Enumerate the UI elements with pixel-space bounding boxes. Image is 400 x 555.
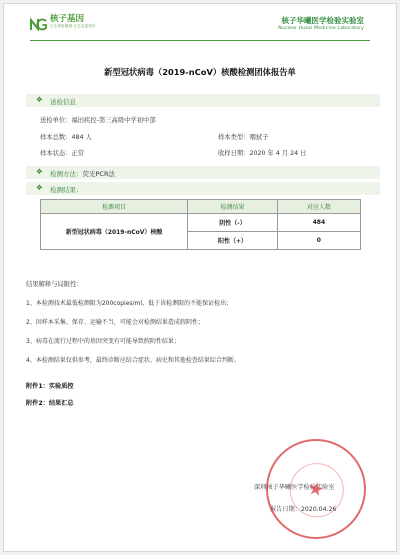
report-page: [3, 3, 397, 552]
lab-name-cn: 核子华曦医学检验实验室: [281, 16, 364, 25]
logo-slogan: 让生命更健康·让生活更美好: [50, 24, 96, 28]
field-label: 样本状态：: [40, 150, 72, 157]
table-header-row: [41, 200, 361, 214]
section-results: [26, 182, 380, 195]
column-header: 检测项目: [41, 200, 188, 214]
count-cell: 484: [277, 214, 360, 232]
table-row: [41, 214, 361, 232]
method-value: 荧光PCR法: [82, 169, 115, 178]
diamond-icon: ❖: [36, 183, 43, 192]
unit-field: [40, 115, 156, 124]
section-title: 检测结果：: [50, 185, 83, 194]
official-seal-stamp: [257, 430, 376, 549]
lab-name-en: Nuclear Huaxi Medicine Laboratory: [278, 26, 364, 31]
company-logo: [30, 15, 96, 29]
field-label: 样本总数：: [40, 134, 72, 141]
section-method: [26, 166, 380, 179]
attachment-item: 附件1：实验质控: [26, 383, 74, 390]
count-cell: 0: [277, 232, 360, 250]
diamond-icon: ❖: [36, 167, 43, 176]
note-item: 3、病毒在流行过程中的基因突变有可能导致假阴性结果；: [26, 338, 180, 345]
status-field: [40, 148, 84, 157]
field-label: 样本类型：: [218, 134, 250, 141]
note-item: 1、本检测技术最低检测限为200copies/ml，低于该检测限的不能保证检出；: [26, 300, 233, 307]
field-value: 福田疾控-第三高级中学初中部: [71, 117, 156, 124]
signature-lab-name: 深圳核子华曦医学检验实验室: [254, 484, 335, 491]
star-icon: ★: [305, 477, 327, 502]
total-field: [40, 132, 92, 141]
diamond-icon: ❖: [36, 95, 43, 104]
note-item: 2、因样本采集、保存、运输不当，可能会对检测结果造成假阴性；: [26, 319, 204, 326]
report-date-label: 报告日期：: [270, 506, 301, 513]
column-header: 对应人数: [277, 200, 360, 214]
result-cell: 阴性（-）: [188, 214, 278, 232]
note-item: 4、本检测结果仅供参考，最终诊断应结合症状、病史和其他检查结果综合判断。: [26, 357, 240, 364]
result-cell: 阳性（+）: [188, 232, 278, 250]
section-title: 检测方法：: [50, 169, 83, 178]
section-title: 送检信息: [50, 97, 76, 106]
header-divider: [30, 40, 370, 41]
field-label: 收样日期：: [218, 150, 250, 157]
report-title: 新型冠状病毒（2019-nCoV）核酸检测团体报告单: [104, 67, 296, 77]
field-value: 咽拭子: [249, 134, 269, 141]
notes-title: 结果解释与局限性：: [26, 281, 83, 288]
field-label: 送检单位：: [40, 117, 72, 124]
test-item-cell: 新型冠状病毒（2019-nCoV）核酸: [41, 214, 188, 250]
section-sample-info: [26, 94, 380, 107]
results-table: [40, 199, 361, 250]
date-field: [218, 148, 306, 157]
ng-logo-icon: [30, 16, 47, 29]
field-value: 2020 年 4 月 24 日: [249, 150, 307, 157]
attachment-item: 附件2：结果汇总: [26, 400, 74, 407]
type-field: [218, 132, 268, 141]
field-value: 484 人: [71, 134, 92, 141]
report-header: [4, 4, 396, 44]
field-value: 正常: [71, 150, 85, 157]
lab-name-block: [278, 16, 364, 32]
logo-main-text: 核子基因: [50, 14, 85, 24]
column-header: 检测结果: [188, 200, 278, 214]
report-date-value: 2020.04.26: [300, 506, 337, 513]
